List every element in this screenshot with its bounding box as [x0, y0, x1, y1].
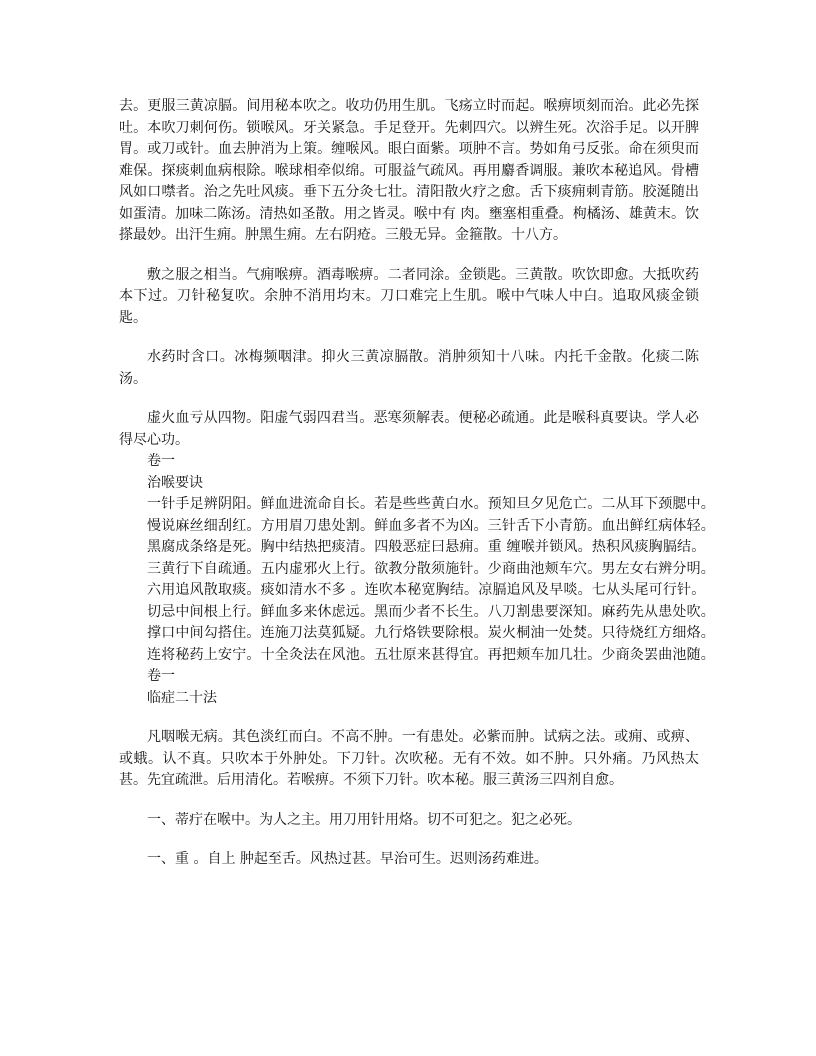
paragraph-intro: 凡咽喉无病。其色淡红而白。不高不肿。一有患处。必紫而肿。试病之法。或痈、或痹、或蛾。认不真。只吹本于外肿处。下刀针。次吹秘。无有不效。如不肿。只外痛。乃风热太甚。先宜疏泄。后用清化。若喉痹。不须下刀针。吹本秘。服三黄汤三四剂自愈。: [119, 729, 699, 788]
paragraph-dosage: 敷之服之相当。气痈喉痹。酒毒喉痹。二者同涂。金锁匙。三黄散。吹饮即愈。大抵吹药本下过。刀针秘复吹。余肿不消用均末。刀口难完上生肌。喉中气味人中白。追取风痰金锁匙。: [119, 266, 699, 326]
verse-line: 六用追风散取痰。痰如清水不多 。连吹本秘宽胸结。凉膈追风及早啖。七从头尾可行针。: [147, 582, 706, 598]
list-item: 一、重 。自上 肿起至舌。风热过甚。早治可生。迟则汤药难进。: [147, 851, 548, 867]
verse-line: 慢说麻丝细刮红。方用眉刀患处割。鲜血多者不为凶。三针舌下小青筋。血出鲜红病体轻。: [147, 517, 715, 534]
verse-line: 三黄行下自疏通。五内虚邪火上行。欲教分散须施针。少商曲池颊车穴。男左女右辨分明。: [147, 560, 715, 577]
paragraph-deficiency: 虚火血亏从四物。阳虚气弱四君当。恶寒须解表。便秘必疏通。此是喉科真要诀。学人必得尽心功。: [119, 410, 699, 448]
verse-line: 黑腐成条络是死。胸中结热把痰清。四般恶症曰悬痈。重 缠喉并锁风。热积风痰胸膈结。: [147, 539, 706, 555]
verse-line: 撑口中间勾搭住。连施刀法莫狐疑。九行烙铁要除根。炭火桐油一处焚。只待烧红方细烙。: [147, 625, 715, 641]
section-title: 治喉要诀: [147, 474, 203, 491]
list-item: 一、蒂疔在喉中。为人之主。用刀用针用烙。切不可犯之。犯之必死。: [147, 811, 581, 828]
document-page: [119, 96, 715, 871]
verse-line: 切忌中间根上行。鲜血多来休虑远。黑而少者不长生。八刀割患要深知。麻药先从患处吹。: [147, 603, 715, 620]
verse-line: 连将秘药上安宁。十全灸法在风池。五壮原来甚得宜。再把颊车加几壮。少商灸罢曲池随。: [147, 646, 715, 663]
paragraph-continuation: 去。更服三黄凉膈。间用秘本吹之。收功仍用生肌。飞疡立时而起。喉痹顷刻而治。此必先探吐。本吹刀刺何伤。锁喉风。牙关紧急。手足登开。先刺四穴。以辨生死。次浴手足。以开脾胃。或刀或针。血去肿消为上策。缠喉风。眼白面紫。项肿不言。势如角弓反张。命在须臾而难保。探痰刺血病根除。喉球相牵似绵。可服益气疏风。再用麝香调服。兼吹本秘追风。骨槽风如口噤者。治之先吐风痰。垂下五分灸七壮。清阳散火疗之愈。舌下痰痈刺青筋。胶涎随出如蛋清。加味二陈汤。清热如圣散。用之皆灵。喉中有 肉。壅塞相重叠。枸橘汤、雄黄末。饮搽最妙。出汗生痈。肿黑生痈。左右阴疮。三般无异。金箍散。十八方。: [119, 98, 699, 243]
paragraph-water-remedy: 水药时含口。冰梅频咽津。抑火三黄凉膈散。消肿须知十八味。内托千金散。化痰二陈汤。: [119, 349, 699, 387]
volume-label: 卷一: [147, 668, 175, 684]
section-title: 临症二十法: [147, 689, 217, 706]
volume-label: 卷一: [147, 453, 175, 469]
verse-line: 一针手足辨阴阳。鲜血进流命自长。若是些些黄白水。预知旦夕见危亡。二从耳下颈腮中。: [147, 496, 715, 512]
